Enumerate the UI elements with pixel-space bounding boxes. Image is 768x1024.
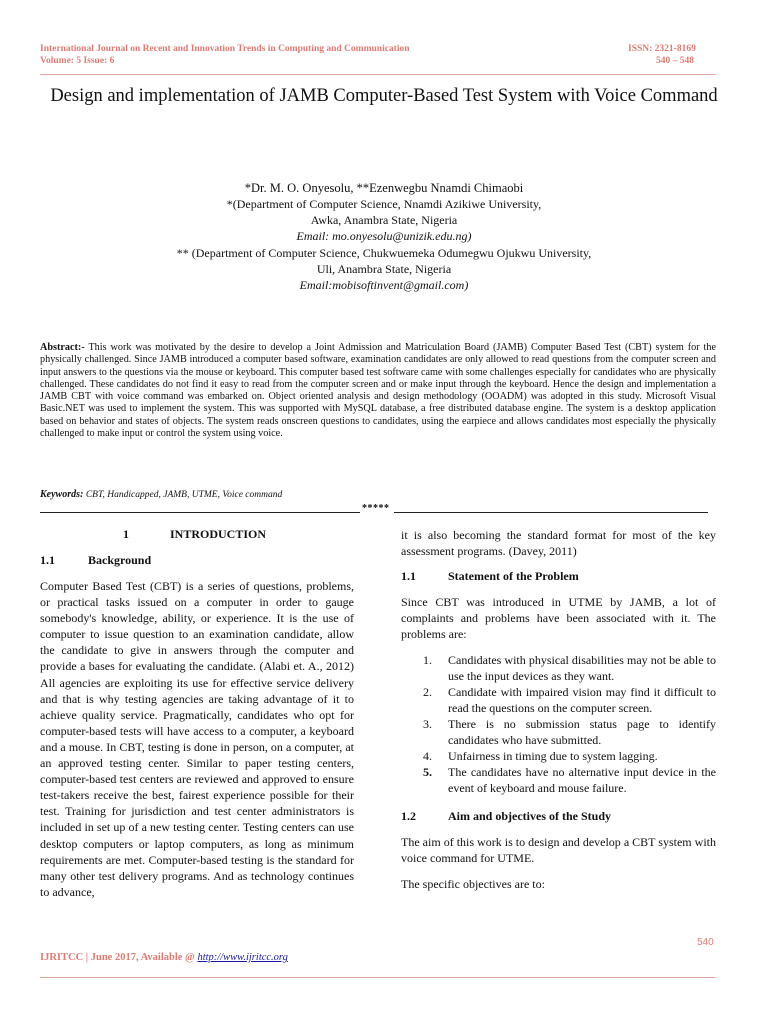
separator-rule-right	[394, 512, 708, 513]
list-number: 2.	[423, 685, 432, 699]
affiliation-line: Awka, Anambra State, Nigeria	[310, 213, 458, 227]
footer-journal: IJRITCC | June 2017, Available @	[40, 952, 195, 963]
list-text: Unfairness in timing due to system lagging.	[448, 749, 658, 763]
problem-intro: Since CBT was introduced in UTME by JAMB, a lot of complaints and problems have been associated with it. The problems are:	[401, 595, 716, 641]
aim-paragraph: The aim of this work is to design and develop a CBT system with voice command for UTME.	[401, 835, 716, 865]
affiliation-email: Email: mo.onyesolu@unizik.edu.ng)	[296, 229, 472, 243]
list-text: The candidates have no alternative input device in the event of keyboard and mouse failure.	[448, 765, 716, 795]
abstract-label: Abstract:-	[40, 342, 85, 353]
keywords	[40, 489, 282, 500]
list-item	[423, 684, 716, 716]
section-title: INTRODUCTION	[170, 527, 267, 541]
list-text: Candidates with physical disabilities may not be able to use the input devices as they want.	[448, 653, 716, 683]
volume-issue: Volume: 5 Issue: 6	[40, 56, 115, 66]
objectives-intro: The specific objectives are to:	[401, 877, 545, 891]
subsection-title: Background	[88, 553, 152, 567]
footer-rule	[40, 977, 716, 978]
page-range: 540 – 548	[656, 56, 694, 66]
authors: *Dr. M. O. Onyesolu, **Ezenwegbu Nnamdi Chimaobi	[244, 181, 524, 195]
list-number: 4.	[423, 749, 432, 763]
issn: ISSN: 2321-8169	[628, 44, 696, 54]
problem-list	[423, 652, 716, 796]
list-item	[423, 716, 716, 748]
subsection-title: Aim and objectives of the Study	[448, 809, 612, 823]
footer-citation	[40, 952, 288, 963]
abstract-text: This work was motivated by the desire to develop a Joint Admission and Matriculation Board (JAMB) Computer Based Test (CBT) system for the physically challenged. Since JAMB introduced a computer based software, examination candidates are only allowed to read questions from the computer screen and input answers to the questions via the mouse or keyboard. This computer based test software came with some challenges especially for candidates who are physically challenged. These candidates do not find it easy to read from the computer screen and or make input through the keyboard. Hence the design and implementation a JAMB CBT with voice command was embarked on. Object oriented analysis and design methodology (OOADM) was adopted in this study. Microsoft Visual Basic.NET was used to implement the system. This was supported with MySQL database, a free distributed database engine. The system is a desktop application based on behavior and states of objects. The system reads onscreen questions to candidates, using the earpiece and allows candidates most especially the physically challenged to make input or control the system using voice.	[40, 342, 716, 440]
affiliation-email: Email:mobisoftinvent@gmail.com)	[299, 278, 469, 292]
keywords-text: CBT, Handicapped, JAMB, UTME, Voice command	[85, 490, 283, 500]
list-number: 5.	[423, 765, 432, 779]
abstract	[40, 342, 716, 440]
section-number: 1	[123, 527, 129, 541]
affiliation-line: Uli, Anambra State, Nigeria	[316, 262, 452, 276]
subsection-number: 1.1	[401, 569, 416, 583]
list-number: 1.	[423, 653, 432, 667]
list-item	[423, 652, 716, 684]
subsection-number: 1.2	[401, 809, 416, 823]
list-number: 3.	[423, 717, 432, 731]
affiliation-line: ** (Department of Computer Science, Chukwuemeka Odumegwu Ojukwu University,	[176, 246, 592, 260]
list-text: Candidate with impaired vision may find it difficult to read the questions on the computer screen.	[448, 685, 716, 715]
keywords-label: Keywords:	[40, 489, 84, 500]
subsection-title: Statement of the Problem	[448, 569, 579, 583]
separator-stars: *****	[362, 503, 390, 514]
background-paragraph: Computer Based Test (CBT) is a series of questions, problems, or practical tasks issued on a computer in order to gauge somebody's knowledge, ability, or experience. It is the use of computer to issue question to an examination candidate, allow the candidate to give in answers through the computer and provide a bases for evaluating the candidate. (Alabi et. A., 2012) All agencies are exploiting its use for effective service delivery and that is why testing agencies are taking advantage of it to achieve quality service. Pragmatically, candidates who opt for computer-based tests will have access to a computer, a keyboard and a mouse. In CBT, testing is done in person, on a computer, at an approved testing center. Similar to paper testing centers, computer-based test centers are reviewed and approved to ensure test-takers receive the best, fairest experience possible for their test. Training for jurisdiction and test center administrators is included in set up of a new testing center. Testing centers can use desktop computers or laptop computers, as long as minimum requirements are met. Computer-based testing is the standard for many other test delivery programs. And as technology continues to advance,	[40, 579, 354, 899]
header-rule	[40, 74, 716, 75]
paper-title: Design and implementation of JAMB Computer-Based Test System with Voice Command	[50, 86, 718, 106]
continuation-paragraph: it is also becoming the standard format for most of the key assessment programs. (Davey, 2011)	[401, 528, 716, 558]
affiliation-line: *(Department of Computer Science, Nnamdi Azikiwe University,	[226, 197, 542, 211]
list-item	[423, 748, 716, 764]
journal-name: International Journal on Recent and Innovation Trends in Computing and Communication	[40, 44, 410, 54]
subsection-number: 1.1	[40, 553, 55, 567]
list-item	[423, 764, 716, 796]
journal-url-link[interactable]: http://www.ijritcc.org	[197, 952, 288, 963]
list-text: There is no submission status page to identify candidates who have submitted.	[448, 717, 716, 747]
separator-rule-left	[40, 512, 360, 513]
page-number: 540	[697, 937, 714, 948]
